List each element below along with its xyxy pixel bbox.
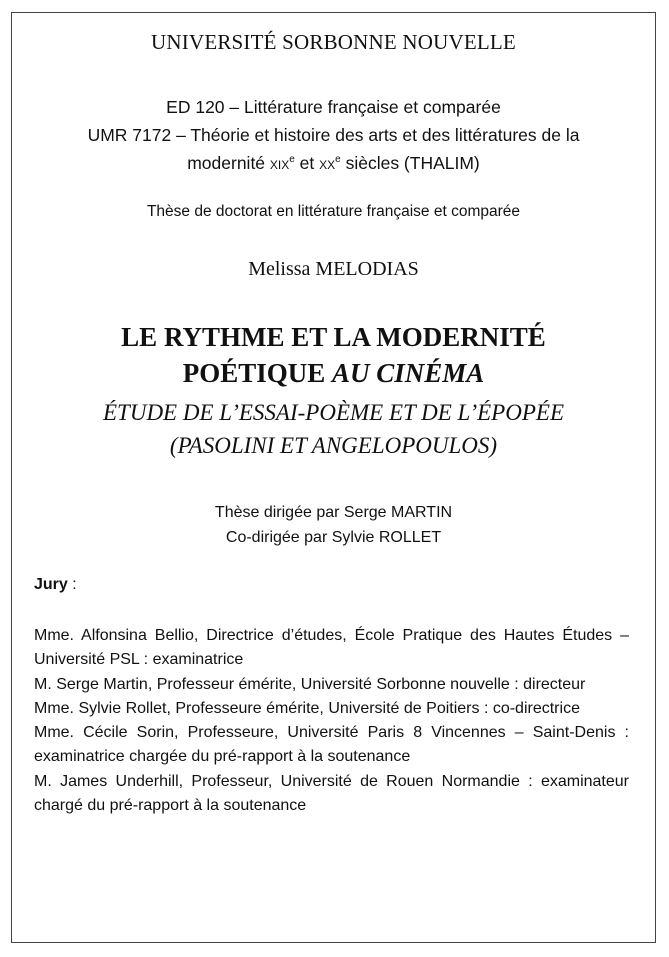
thesis-cover-page: [11, 12, 656, 943]
title-plain: POÉTIQUE: [182, 358, 332, 388]
century-numeral: xx: [319, 153, 336, 173]
jury-member: Mme. Alfonsina Bellio, Directrice d’études, École Pratique des Hautes Études – Université PSL : examinatrice: [34, 627, 629, 669]
research-unit-line-cont: [12, 149, 655, 177]
title-italic: AU CINÉMA: [331, 358, 485, 388]
century-numeral: xix: [269, 153, 290, 173]
century-superscript: e: [335, 154, 341, 166]
jury-heading: [34, 576, 77, 594]
jury-colon: :: [67, 576, 77, 593]
subtitle-line: (PASOLINI ET ANGELOPOULOS): [169, 433, 498, 458]
jury-member: M. James Underhill, Professeur, Université de Rouen Normandie : examinateur chargé du pré-rapport à la soutenance: [34, 772, 629, 815]
jury-member: Mme. Cécile Sorin, Professeure, Université Paris 8 Vincennes – Saint-Denis : examinatrice chargée du pré-rapport à la soutenance: [34, 724, 629, 766]
jury-member: Mme. Sylvie Rollet, Professeure émérite, Université de Poitiers : co-directrice: [34, 699, 580, 717]
and-text: et: [294, 153, 320, 173]
jury-label: Jury: [34, 576, 68, 593]
title-line: [12, 355, 655, 391]
doctoral-school-block: [12, 93, 655, 177]
research-unit-line: UMR 7172 – Théorie et histoire des arts et des littératures de la: [87, 125, 580, 145]
director-line: Thèse dirigée par Serge MARTIN: [214, 504, 453, 521]
century-superscript: e: [289, 154, 295, 166]
university-name: UNIVERSITÉ SORBONNE NOUVELLE: [151, 30, 516, 54]
title-line: LE RYTHME ET LA MODERNITÉ: [121, 322, 546, 352]
jury-member: M. Serge Martin, Professeur émérite, Université Sorbonne nouvelle : directeur: [34, 675, 586, 693]
jury-list: [34, 624, 629, 818]
thesis-subtitle: [12, 396, 655, 462]
subtitle-line: ÉTUDE DE L’ESSAI-POÈME ET DE L’ÉPOPÉE: [103, 400, 564, 425]
supervision-block: [12, 500, 655, 550]
codirector-line: Co-dirigée par Sylvie ROLLET: [225, 529, 442, 546]
doctoral-school-line: ED 120 – Littérature française et comparée: [166, 97, 501, 117]
centuries-text: siècles (THALIM): [340, 153, 480, 173]
thesis-title: [12, 319, 655, 391]
thesis-type: Thèse de doctorat en littérature française et comparée: [146, 203, 521, 220]
modernity-text: modernité: [187, 153, 270, 173]
author-name: Melissa MELODIAS: [248, 258, 419, 280]
